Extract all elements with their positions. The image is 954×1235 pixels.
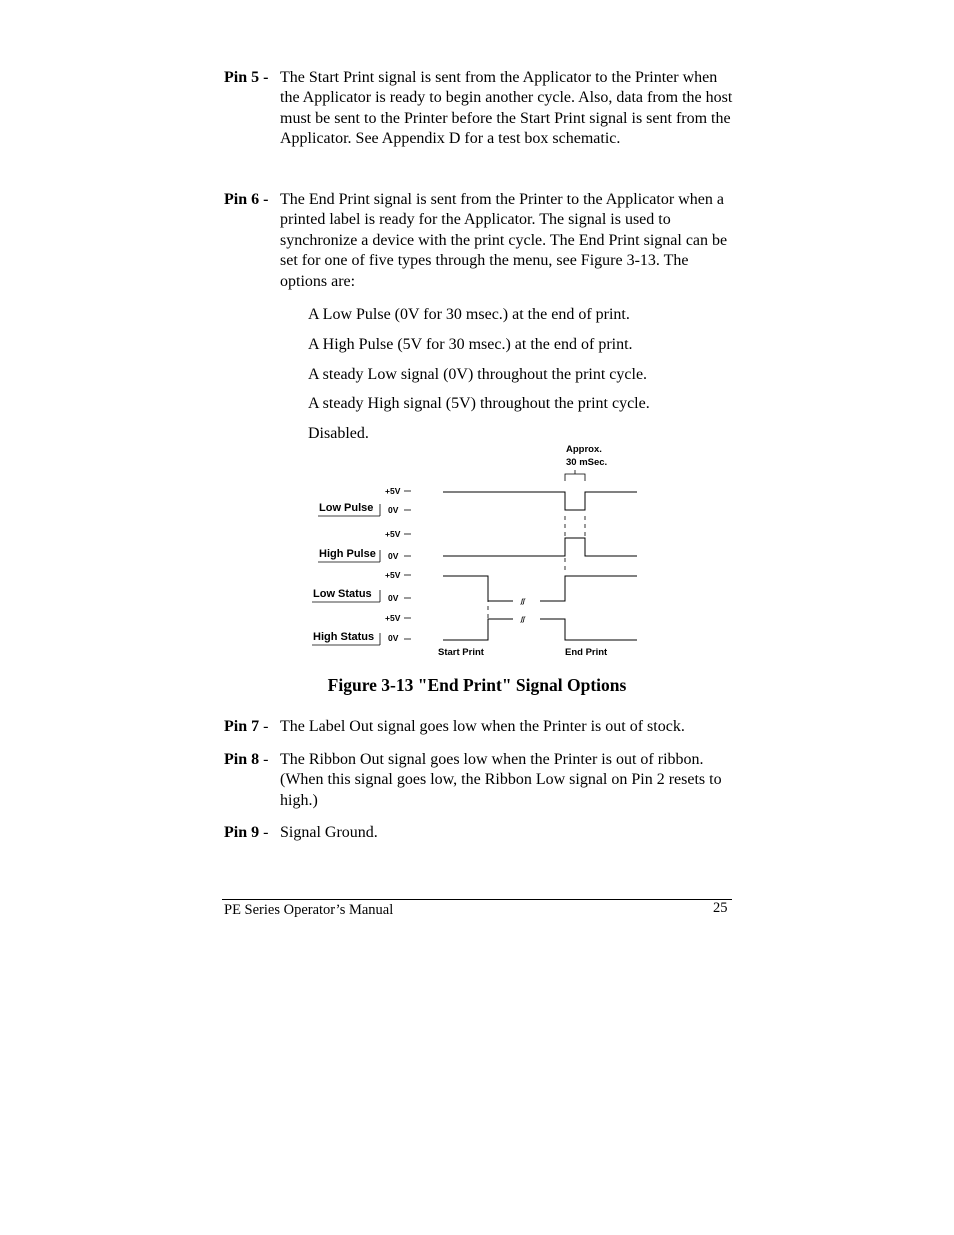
waveform-low-status-start: [443, 576, 513, 601]
pin-9-paragraph: [224, 823, 734, 843]
pin-8-text: The Ribbon Out signal goes low when the Printer is out of ribbon. (When this signal goes low, the Ribbon Low signal on Pin 2 resets to high.): [280, 751, 722, 809]
signal-label-high-pulse: High Pulse: [319, 548, 376, 560]
pin-8-paragraph: [224, 750, 734, 811]
waveform-high-status-end: [540, 619, 637, 640]
pin-6-paragraph: [224, 190, 734, 292]
start-print-label: Start Print: [438, 647, 484, 658]
v0-label-low-pulse: 0V: [388, 505, 399, 515]
pin-8-label-text: Pin 8: [224, 751, 260, 768]
figure-caption: Figure 3-13 "End Print" Signal Options: [327, 675, 627, 695]
pin-7-dash: -: [259, 718, 269, 735]
pin-9-text: Signal Ground.: [280, 824, 378, 841]
pin-6-label: Pin 6 -: [224, 191, 269, 208]
pin-7-label-text: Pin 7: [224, 718, 260, 735]
waveform-high-pulse: [443, 538, 637, 556]
pin-8-label: [224, 750, 268, 770]
v5-label-high-pulse: +5V: [385, 529, 401, 539]
pin-6-text: The End Print signal is sent from the Printer to the Applicator when a printed label is ready for the Applicator. The signal is used to synchronize a device with the print cycle. The End Print signal can be set for one of five types through the menu, see Figure 3-13. The options are:: [280, 191, 728, 290]
pin-5-paragraph: [224, 68, 734, 150]
approx-bracket: [565, 474, 585, 481]
waveform-high-status-start: [443, 619, 513, 640]
break-mark-high-status: ʃʃ: [521, 617, 525, 623]
pin-9-label: [224, 823, 268, 843]
option-high-pulse: A High Pulse (5V for 30 msec.) at the end of print.: [308, 336, 633, 353]
footer-manual-title: PE Series Operator’s Manual: [224, 902, 394, 918]
footer-page-number: 25: [713, 900, 728, 916]
waveform-low-status-end: [540, 576, 637, 601]
v5-label-low-status: +5V: [385, 570, 401, 580]
break-mark-low-status: ʃʃ: [521, 599, 525, 605]
pin-7-label: [224, 717, 268, 737]
v0-label-low-status: 0V: [388, 593, 399, 603]
end-print-label: End Print: [565, 647, 608, 658]
approx-duration-label: 30 mSec.: [566, 457, 608, 468]
approx-label: Approx.: [566, 444, 602, 455]
pin-7-paragraph: [224, 717, 734, 737]
signal-timing-diagram: [300, 440, 650, 665]
pin-8-dash: -: [259, 751, 269, 768]
footer-rule: [222, 899, 732, 900]
v0-label-high-pulse: 0V: [388, 551, 399, 561]
pin-5-text: The Start Print signal is sent from the Applicator to the Printer when the Applicator is ready to begin another cycle. Also, data from the host must be sent to the Printer before the Start Print signal is sent from the Applicator. See Appendix D for a test box schematic.: [280, 69, 733, 148]
pin-9-label-text: Pin 9: [224, 824, 260, 841]
option-steady-high: A steady High signal (5V) throughout the print cycle.: [308, 395, 650, 412]
option-disabled: Disabled.: [308, 425, 369, 442]
pin-9-dash: -: [259, 824, 269, 841]
v5-label-high-status: +5V: [385, 613, 401, 623]
signal-label-low-status: Low Status: [313, 588, 372, 600]
option-steady-low: A steady Low signal (0V) throughout the print cycle.: [308, 366, 648, 383]
v0-label-high-status: 0V: [388, 633, 399, 643]
signal-label-low-pulse: Low Pulse: [319, 502, 374, 514]
pin-7-text: The Label Out signal goes low when the Printer is out of stock.: [280, 718, 685, 735]
v5-label-low-pulse: +5V: [385, 486, 401, 496]
waveform-low-pulse: [443, 492, 637, 510]
option-low-pulse: A Low Pulse (0V for 30 msec.) at the end of print.: [308, 306, 630, 323]
pin-5-label: Pin 5 -: [224, 69, 269, 86]
signal-label-high-status: High Status: [313, 631, 375, 643]
